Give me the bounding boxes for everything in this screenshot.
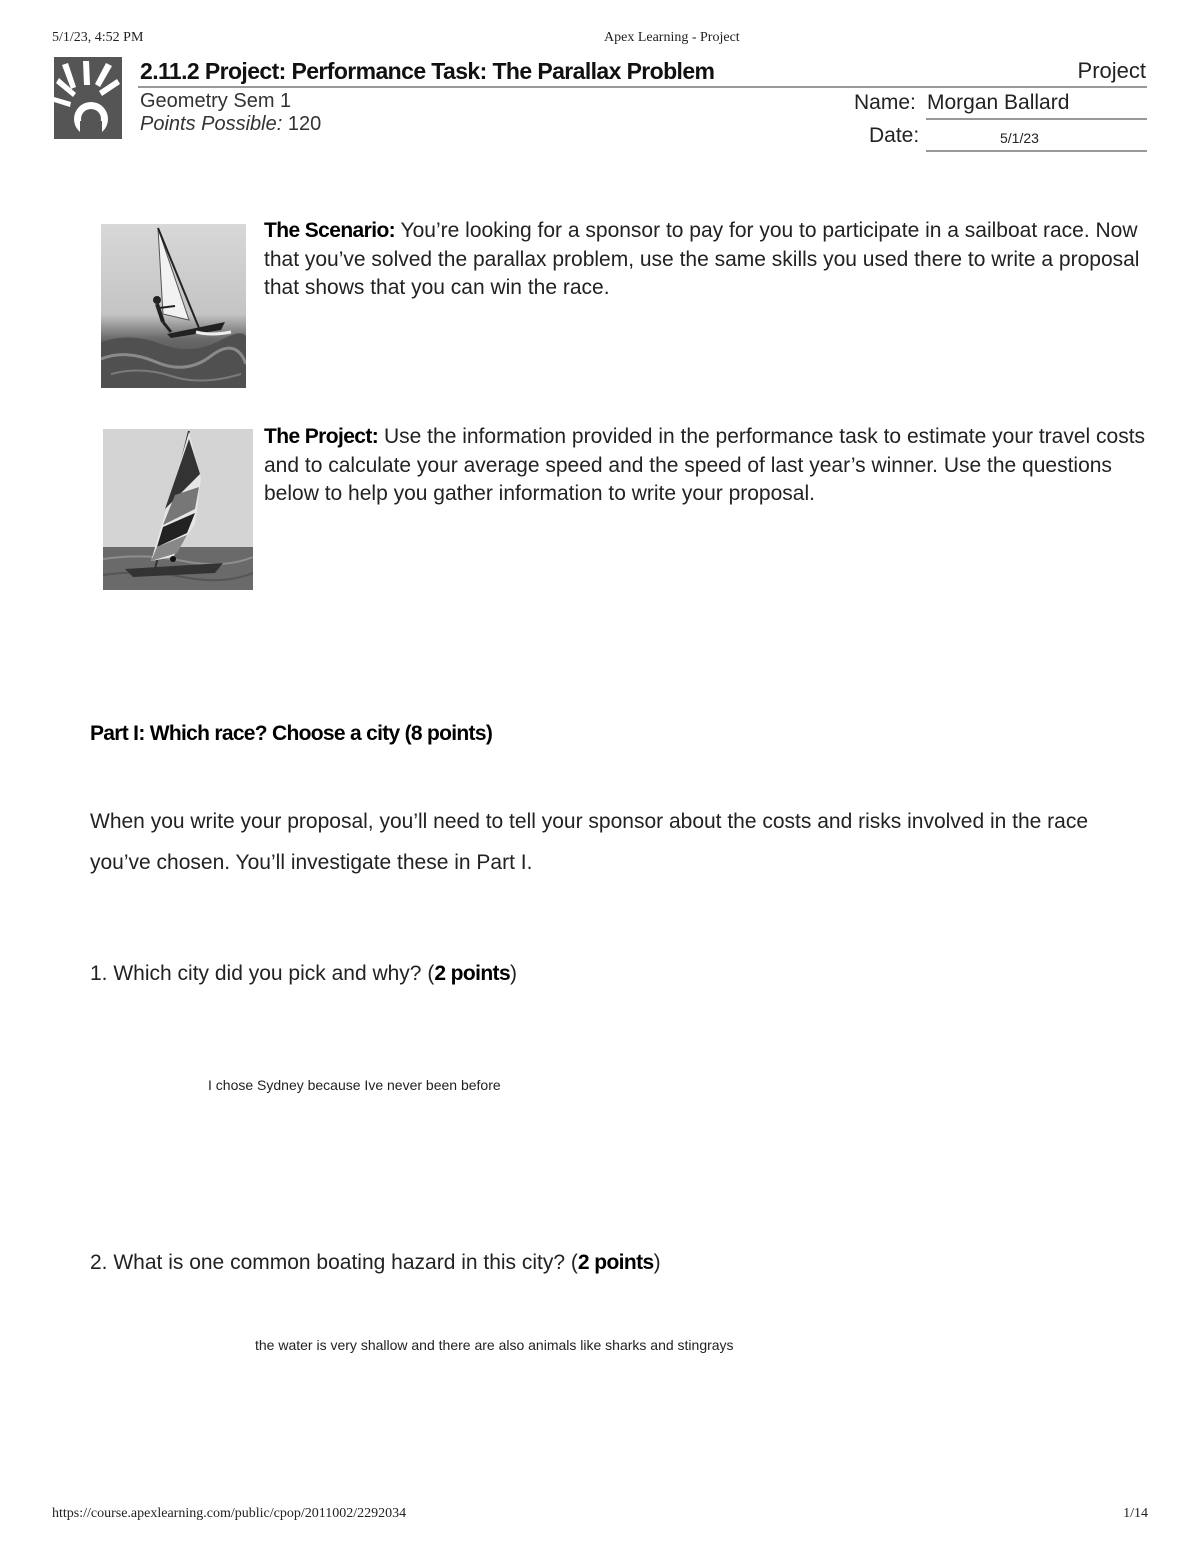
- name-label: Name:: [854, 91, 916, 114]
- name-field[interactable]: Morgan Ballard: [927, 91, 1070, 114]
- part1-heading: Part I: Which race? Choose a city (8 points): [90, 722, 493, 745]
- answer-1-field[interactable]: I chose Sydney because Ive never been before: [208, 1077, 501, 1093]
- title-rule: [138, 86, 1147, 88]
- question-2: [90, 1251, 661, 1275]
- question-1-points: 2 points: [434, 962, 511, 985]
- print-page-title: Apex Learning - Project: [604, 30, 740, 45]
- windsurfer-photo: [101, 224, 246, 388]
- sailboat-photo: [103, 429, 253, 590]
- name-underline: [926, 118, 1147, 120]
- project-text: Use the information provided in the performance task to estimate your travel costs and to calculate your average speed and the speed of last year’s winner. Use the questions below to help you gather information to write your proposal.: [264, 425, 1146, 505]
- print-url: https://course.apexlearning.com/public/cpop/2011002/2292034: [52, 1506, 407, 1521]
- scenario-label: The Scenario:: [264, 219, 396, 242]
- question-2-text: 2. What is one common boating hazard in this city? (: [90, 1251, 578, 1274]
- project-label: The Project:: [264, 425, 379, 448]
- date-label: Date:: [869, 124, 920, 147]
- print-page-number: 1/14: [1123, 1506, 1148, 1521]
- part1-intro: When you write your proposal, you’ll need to tell your sponsor about the costs and risks involved in the race you’ve chosen. You’ll investigate these in Part I.: [90, 810, 1089, 874]
- question-1-close: ): [510, 962, 518, 985]
- points-label: Points Possible:: [140, 113, 283, 135]
- points-value: 120: [287, 113, 322, 135]
- course-name: Geometry Sem 1: [140, 90, 292, 112]
- scenario-text: You’re looking for a sponsor to pay for you to participate in a sailboat race. Now that you’ve solved the parallax problem, use the same skills you used there to write a proposal that shows that you can win the race.: [264, 219, 1140, 299]
- document-title: 2.11.2 Project: Performance Task: The Parallax Problem: [140, 58, 715, 84]
- question-1: [90, 962, 517, 986]
- scenario-paragraph: [264, 217, 1154, 303]
- project-paragraph: [264, 423, 1154, 509]
- question-2-close: ): [653, 1251, 661, 1274]
- print-datetime: 5/1/23, 4:52 PM: [52, 30, 144, 45]
- date-underline: [926, 150, 1147, 152]
- answer-2-field[interactable]: the water is very shallow and there are also animals like sharks and stingrays: [255, 1337, 734, 1353]
- question-1-text: 1. Which city did you pick and why? (: [90, 962, 435, 985]
- question-2-points: 2 points: [577, 1251, 654, 1274]
- points-possible: [140, 113, 321, 136]
- apex-sun-logo-icon: [54, 57, 122, 139]
- document-type: Project: [1077, 58, 1146, 83]
- date-field[interactable]: 5/1/23: [1000, 130, 1039, 146]
